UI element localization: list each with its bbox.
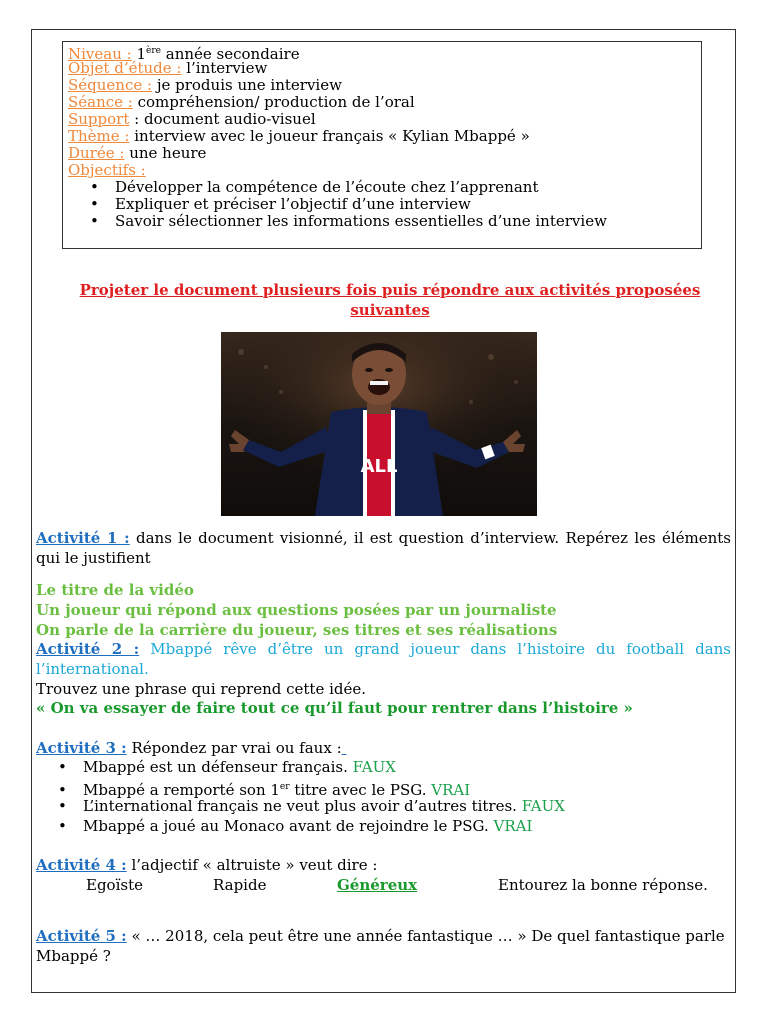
activity2-prompt: Trouvez une phrase qui reprend cette idée.	[36, 680, 367, 698]
support-line: Support : document audio-visuel	[68, 110, 316, 128]
instruction-line1: Projeter le document plusieurs fois puis répondre aux activités proposées	[79, 281, 701, 299]
option-egoiste[interactable]: Egoïste	[86, 876, 143, 894]
true-false-item: • L’international français ne veut plus avoir d’autres titres. FAUX	[58, 797, 565, 815]
seance-line: Séance : compréhension/ production de l’oral	[68, 93, 415, 111]
sequence-line: Séquence : je produis une interview	[68, 76, 342, 94]
activity2-question: Activité 2 : Mbappé rêve d’être un grand joueur dans l’histoire du football dans l’international.	[36, 640, 732, 678]
activity1-question: Activité 1 : dans le document visionné, il est question d’interview. Repérez les éléments qui le justifient	[36, 529, 731, 567]
true-false-item: • Mbappé a remporté son 1er titre avec le PSG. VRAI	[58, 781, 471, 799]
objective-item: • Expliquer et préciser l’objectif d’une interview	[90, 195, 471, 213]
activity5-question: Activité 5 : « … 2018, cela peut être une année fantastique … » De quel fantastique parle Mbappé ?	[36, 927, 725, 965]
activity3-question: Activité 3 : Répondez par vrai ou faux :	[36, 739, 342, 757]
activity1-answer: On parle de la carrière du joueur, ses titres et ses réalisations	[36, 621, 558, 639]
instruction-line2: suivantes	[350, 301, 430, 319]
svg-text:ALL: ALL	[360, 456, 398, 477]
true-false-item: • Mbappé est un défenseur français. FAUX	[58, 758, 396, 776]
option-rapide[interactable]: Rapide	[213, 876, 267, 894]
objective-item: • Savoir sélectionner les informations essentielles d’une interview	[90, 212, 607, 230]
activity1-answer: Le titre de la vidéo	[36, 581, 194, 599]
objet-line: Objet d’étude : l’interview	[68, 59, 268, 77]
objective-item: • Développer la compétence de l’écoute chez l’apprenant	[90, 178, 539, 196]
duree-line: Durée : une heure	[68, 144, 207, 162]
activity4-question: Activité 4 : l’adjectif « altruiste » veut dire :	[36, 856, 378, 874]
objectifs-heading: Objectifs :	[68, 161, 146, 179]
player-photo	[221, 332, 537, 516]
niveau-line: Niveau : 1ère année secondaire	[68, 45, 300, 63]
activity1-answer: Un joueur qui répond aux questions posées par un journaliste	[36, 601, 557, 619]
true-false-item: • Mbappé a joué au Monaco avant de rejoindre le PSG. VRAI	[58, 817, 533, 835]
activity2-answer: « On va essayer de faire tout ce qu’il faut pour rentrer dans l’histoire »	[36, 699, 633, 717]
option-genereux-selected[interactable]: Généreux	[337, 876, 418, 894]
activity4-instruction: Entourez la bonne réponse.	[498, 876, 708, 894]
theme-line: Thème : interview avec le joueur français « Kylian Mbappé »	[68, 127, 530, 145]
